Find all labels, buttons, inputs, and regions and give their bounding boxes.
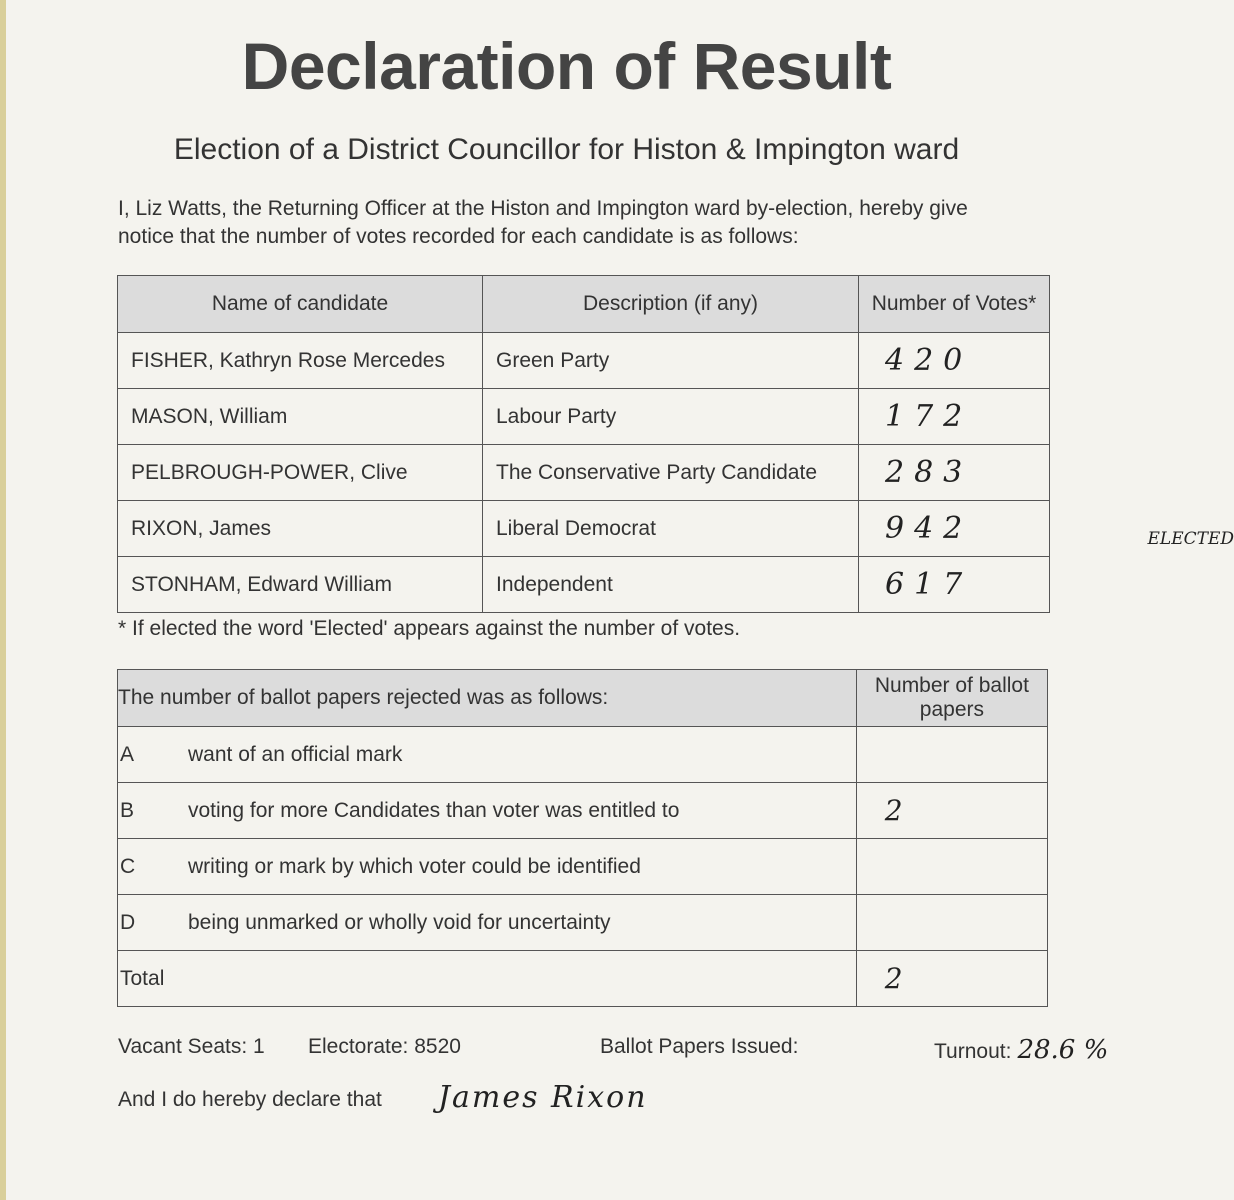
rejected-count (856, 895, 1047, 951)
intro-paragraph: I, Liz Watts, the Returning Officer at the Histon and Impington ward by-election, hereby give notice that the number of votes recorded for each candidate is as follows: (118, 197, 968, 248)
candidate-votes (859, 445, 1050, 501)
paper-edge (0, 0, 6, 1200)
candidate-description: Green Party (483, 333, 859, 389)
candidate-name: MASON, William (118, 389, 483, 445)
candidate-row (118, 501, 1050, 557)
candidate-name: FISHER, Kathryn Rose Mercedes (118, 333, 483, 389)
header-description: Description (if any) (483, 276, 859, 333)
turnout-value: 28.6 % (1017, 1035, 1109, 1065)
rejected-letter: B (120, 798, 135, 822)
electorate: Electorate: 8520 (308, 1035, 461, 1058)
turnout-label: Turnout: (934, 1040, 1012, 1063)
rejected-reason: voting for more Candidates than voter was entitled to (188, 798, 680, 822)
rejected-count (856, 727, 1047, 783)
rejected-count: 2 (856, 783, 1047, 839)
header-votes: Number of Votes* (859, 276, 1050, 333)
rejected-total-row (118, 951, 1048, 1007)
votes-value: 172 (885, 399, 973, 434)
rejected-count (856, 839, 1047, 895)
candidate-row (118, 333, 1050, 389)
candidate-name: STONHAM, Edward William (118, 557, 483, 613)
rejected-reason: being unmarked or wholly void for uncertainty (188, 910, 611, 934)
rejected-ballots-table (117, 669, 1048, 1007)
votes-value: 942 (885, 511, 973, 546)
candidate-row (118, 445, 1050, 501)
rejected-letter: D (120, 910, 136, 934)
votes-value: 617 (885, 567, 973, 602)
header-ballot-count: Number of ballot papers (856, 670, 1047, 727)
header-name: Name of candidate (118, 276, 483, 333)
rejected-row (118, 839, 1048, 895)
candidate-row (118, 389, 1050, 445)
declaration-text: And I do hereby declare that (118, 1088, 382, 1111)
turnout (934, 1035, 1108, 1065)
rejected-row (118, 783, 1048, 839)
vacant-seats: Vacant Seats: 1 (118, 1035, 265, 1058)
candidate-description: The Conservative Party Candidate (483, 445, 859, 501)
rejected-header-row (118, 670, 1048, 727)
votes-value: 283 (885, 455, 973, 490)
rejected-reason: want of an official mark (188, 742, 403, 766)
rejected-letter: A (120, 742, 135, 766)
candidate-votes (859, 557, 1050, 613)
ballot-papers-issued: Ballot Papers Issued: (600, 1035, 799, 1058)
rejected-reason-cell (118, 895, 857, 951)
candidate-votes (859, 501, 1234, 557)
candidate-votes (859, 333, 1050, 389)
candidate-name: RIXON, James (118, 501, 483, 557)
declared-winner: James Rixon (438, 1080, 648, 1115)
rejected-row (118, 727, 1048, 783)
candidates-header-row (118, 276, 1050, 333)
rejected-reason: writing or mark by which voter could be identified (188, 854, 641, 878)
page-title: Declaration of Result (241, 29, 892, 103)
total-label: Total (118, 951, 857, 1007)
candidate-description: Independent (483, 557, 859, 613)
votes-value: 420 (885, 343, 973, 378)
candidate-name: PELBROUGH-POWER, Clive (118, 445, 483, 501)
rejected-letter: C (120, 854, 136, 878)
elected-mark: ELECTED (1147, 528, 1234, 549)
candidate-description: Labour Party (483, 389, 859, 445)
candidate-votes (859, 389, 1050, 445)
rejected-reason-cell (118, 839, 857, 895)
candidate-description: Liberal Democrat (483, 501, 859, 557)
total-value: 2 (856, 951, 1047, 1007)
rejected-reason-cell (118, 727, 857, 783)
candidate-row (118, 557, 1050, 613)
rejected-row (118, 895, 1048, 951)
footnote: * If elected the word 'Elected' appears against the number of votes. (118, 617, 741, 640)
candidates-table (117, 275, 1234, 613)
header-rejected-reason: The number of ballot papers rejected was as follows: (118, 670, 857, 727)
page-subtitle: Election of a District Councillor for Histon & Impington ward (173, 133, 960, 166)
rejected-reason-cell (118, 783, 857, 839)
